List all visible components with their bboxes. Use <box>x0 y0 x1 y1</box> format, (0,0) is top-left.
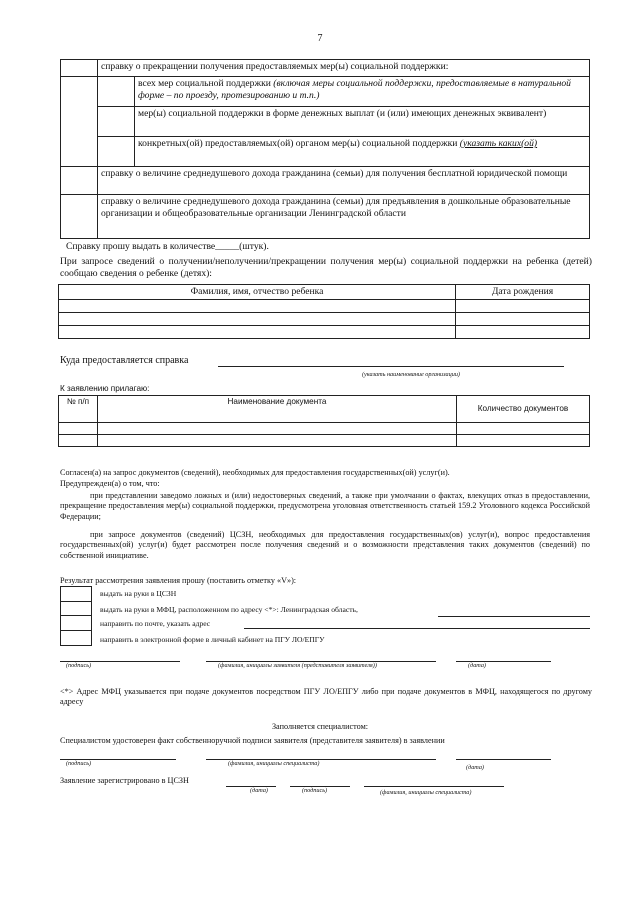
spec-sign-caption: (подпись) <box>66 760 92 767</box>
attachments-table <box>58 395 590 447</box>
sub-row-cash: мер(ы) социальной поддержки в форме денежных выплат (и (или) имеющих денежных эквивалент) <box>135 107 590 137</box>
count-cell[interactable] <box>457 423 590 435</box>
spec-name-caption: (фамилия, инициалы специалиста) <box>228 760 320 767</box>
checkbox-cell[interactable] <box>61 195 98 239</box>
row-income-legal: справку о величине среднедушевого дохода гражданина (семьи) для получения бесплатной юридической помощи <box>98 167 590 195</box>
specialist-certify: Специалистом удостоверен факт собственноручной подписи заявителя (представителя заявителя) в заявлении <box>60 736 445 745</box>
doc-cell[interactable] <box>98 435 457 447</box>
support-measures-table <box>60 59 590 239</box>
child-birth-cell[interactable] <box>456 299 590 312</box>
mfc-address-field[interactable] <box>438 616 590 617</box>
child-name-cell[interactable] <box>59 299 456 312</box>
result-checkbox-1[interactable] <box>60 586 92 602</box>
destination-field[interactable] <box>218 366 564 367</box>
num-cell[interactable] <box>59 435 98 447</box>
reg-name-caption: (фамилия, инициалы специалиста) <box>380 789 472 796</box>
row-termination: справку о прекращении получения предоставляемых мер(ы) социальной поддержки: <box>98 60 590 77</box>
registered-label: Заявление зарегистрировано в ЦСЗН <box>60 776 189 785</box>
result-label: Результат рассмотрения заявления прошу (поставить отметку «V»): <box>60 576 297 585</box>
sub-all-text: всех мер социальной поддержки <box>138 78 271 89</box>
sub-checkbox-all[interactable] <box>98 77 135 107</box>
reg-name-field[interactable] <box>364 786 504 787</box>
count-cell[interactable] <box>457 435 590 447</box>
name-caption: (фамилия, инициалы заявителя (представителя заявителя)) <box>218 662 377 669</box>
destination-label: Куда предоставляется справка <box>60 355 189 366</box>
col-number: № п/п <box>59 396 98 423</box>
children-table <box>58 284 590 339</box>
result-checkbox-3[interactable] <box>60 616 92 631</box>
child-name-cell[interactable] <box>59 312 456 325</box>
specialist-date-field[interactable] <box>456 759 551 760</box>
checkbox-cell[interactable] <box>61 167 98 195</box>
row-income-school: справку о величине среднедушевого дохода гражданина (семьи) для предъявления в дошкольные образовательные организации и общеобразовательные организации Ленинградской области <box>98 195 590 239</box>
result-option-2: выдать на руки в МФЦ, расположенном по адресу <*>: Ленинградская область, <box>100 605 358 614</box>
spec-date-caption: (дата) <box>466 764 484 771</box>
result-checkbox-4[interactable] <box>60 631 92 646</box>
sub-checkbox-specific[interactable] <box>98 137 135 167</box>
reg-date-caption: (дата) <box>250 787 268 794</box>
destination-caption: (указать наименование организации) <box>362 371 460 378</box>
doc-cell[interactable] <box>98 423 457 435</box>
col-count: Количество документов <box>457 396 590 423</box>
quantity-line: Справку прошу выдать в количестве_____(штук). <box>66 241 269 252</box>
sub-checkbox-cash[interactable] <box>98 107 135 137</box>
col-document: Наименование документа <box>98 396 457 423</box>
empty-cell <box>61 77 98 167</box>
result-checkbox-2[interactable] <box>60 601 92 616</box>
child-name-cell[interactable] <box>59 325 456 338</box>
warning-2: при запросе документов (сведений) ЦСЗН, необходимых для предоставления государственных(ов) услуг(и), вопрос предоставления государственных(ой) услуг(и) будет рассмотрен после получения сведений и о возможности представления таких документов (сведений) по собственной инициативе. <box>60 530 590 560</box>
result-option-4: направить в электронной форме в личный кабинет на ПГУ ЛО/ЕПГУ <box>100 635 325 644</box>
attach-label: К заявлению прилагаю: <box>60 384 150 393</box>
warned-text: Предупрежден(а) о том, что: <box>60 479 160 488</box>
child-birth-cell[interactable] <box>456 325 590 338</box>
date-caption: (дата) <box>468 662 486 669</box>
sub-specific-italic: (указать каких(ой) <box>459 138 538 149</box>
sub-row-specific <box>135 137 590 167</box>
result-option-1: выдать на руки в ЦСЗН <box>100 589 177 598</box>
sub-specific-text: конкретных(ой) предоставляемых(ой) органом мер(ы) социальной поддержки <box>138 138 458 149</box>
footnote: <*> Адрес МФЦ указывается при подаче документов посредством ПГУ ЛО/ЕПГУ либо при подаче документов в МФЦ, находящегося по другому адресу <box>60 687 592 707</box>
col-child-name: Фамилия, имя, отчество ребенка <box>59 285 456 300</box>
num-cell[interactable] <box>59 423 98 435</box>
sub-row-all <box>135 77 590 107</box>
child-birth-cell[interactable] <box>456 312 590 325</box>
sub-all-italic: (включая меры социальной поддержки, предоставляемые в натуральной форме – по проезду, протезированию и т.п.) <box>138 78 571 101</box>
specialist-heading: Заполняется специалистом: <box>271 722 369 731</box>
sign-caption: (подпись) <box>66 662 92 669</box>
checkbox-cell[interactable] <box>61 60 98 77</box>
page-number: 7 <box>317 33 323 44</box>
col-birth-date: Дата рождения <box>456 285 590 300</box>
children-intro: При запросе сведений о получении/неполучении/прекращении получения мер(ы) социальной поддержки на ребенка (детей) сообщаю сведения о ребенке (детях): <box>60 256 592 279</box>
result-option-3: направить по почте, указать адрес <box>100 619 211 628</box>
consent-text: Согласен(а) на запрос документов (сведений), необходимых для предоставления государственных(ой) услуг(и). <box>60 468 450 477</box>
reg-sign-caption: (подпись) <box>302 787 328 794</box>
warning-1: при представлении заведомо ложных и (или) недостоверных сведений, а также при умолчании о фактах, влекущих отказ в предоставлении, прекращение предоставления мер(ы) социальной поддержки, предусмотрена уголовная ответственность статьей 159.2 Уголовного кодекса Российской Федерации; <box>60 491 590 521</box>
post-address-field[interactable] <box>244 628 590 629</box>
